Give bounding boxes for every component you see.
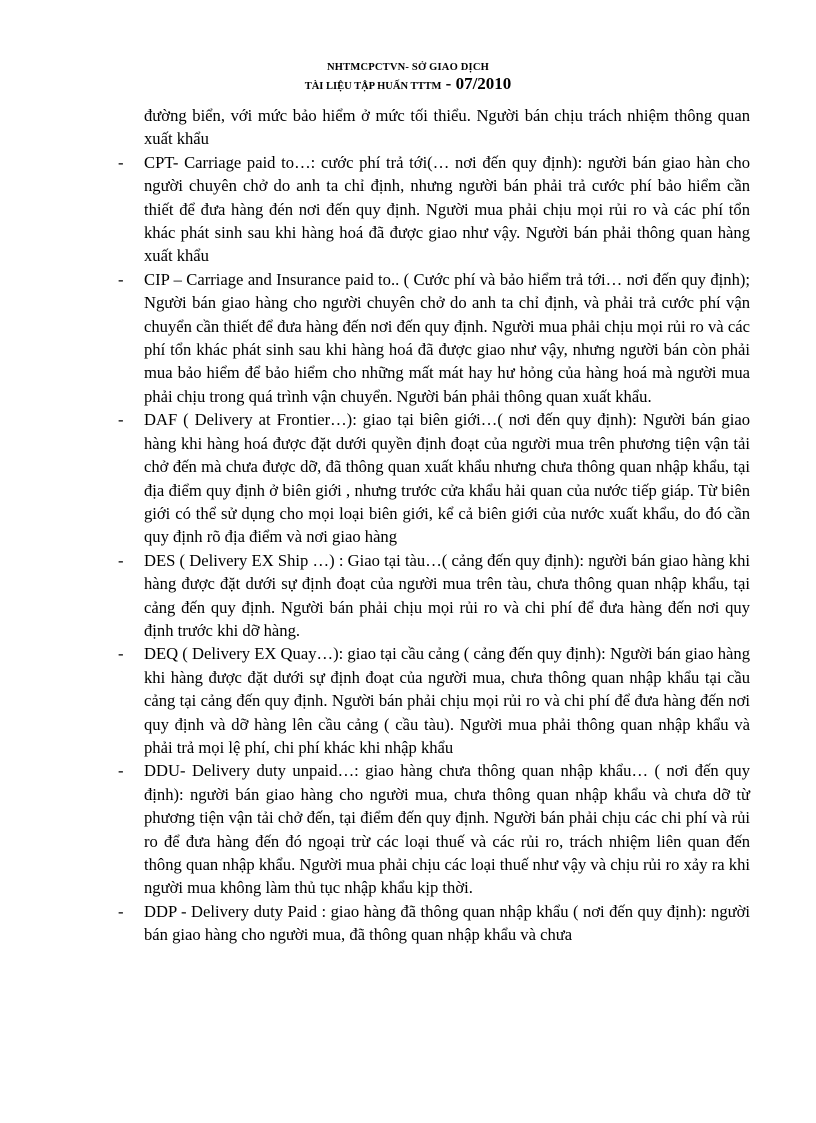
list-item-text: CPT- Carriage paid to…: cước phí trả tới(… nơi đến quy định): người bán giao hàn cho người chuyên chở do anh ta chỉ định, nhưng người bán phải trả cước phí bảo hiểm cần thiết để đưa hàng đén nơi đến quy định. Người mua phải chịu mọi rủi ro và các phí tổn khác phát sinh sau khi hàng hoá đã được giao như vậy. Người bán phải thông quan hàng xuất khẩu: [144, 152, 750, 266]
list-item-text: DES ( Delivery EX Ship …) : Giao tại tàu…( cảng đến quy định): người bán giao hàng khi hàng được đặt dưới sự định đoạt của người mua trên tàu, chưa thông quan nhập khẩu, tại cảng đến quy định. Người bán phải chịu mọi rủi ro và chi phí để đưa hàng đến nơi quy định trước khi dỡ hàng.: [144, 550, 750, 640]
header-document-title: TÀI LIỆU TẬP HUẤN TTTM: [304, 81, 442, 92]
header-organization: NHTMCPCTVN- SỞ GIAO DỊCH: [326, 62, 489, 73]
bullet-dash: -: [118, 644, 124, 664]
list-item: [118, 642, 750, 759]
list-item: [118, 268, 750, 408]
header-subtitle: [0, 74, 816, 97]
incoterms-list: [118, 151, 778, 947]
list-item-text: CIP – Carriage and Insurance paid to.. ( Cước phí và bảo hiểm trả tới… nơi đến quy định); Người bán giao hàng cho người chuyên chở do anh ta chỉ định, và phải trả cước phí vận chuyển cần thiết để đưa hàng đến nơi đến quy định. Người mua phải chịu mọi rủi ro và các phí tổn khác phát sinh sau khi hàng hoá đã được giao như vậy, nhưng người bán còn phải mua bảo hiểm để bảo hiểm cho những mất mát hay hư hỏng của hàng hoá mà người mua phải chịu trong quá trình vận chuyển. Người bán phải thông quan xuất khẩu.: [144, 269, 750, 406]
document-body: [118, 104, 778, 947]
list-item: [118, 900, 750, 947]
continuation-paragraph: đường biển, với mức bảo hiểm ở mức tối thiểu. Người bán chịu trách nhiệm thông quan xuất khẩu: [144, 106, 750, 149]
header-date: - 07/2010: [441, 74, 512, 93]
list-item-text: DEQ ( Delivery EX Quay…): giao tại cầu cảng ( cảng đến quy định): Người bán giao hàng khi hàng được đặt dưới sự định đoạt của người mua, chưa thông quan nhập khẩu tại cầu cảng tại cảng đến quy định. Người bán phải chịu mọi rủi ro và chi phí để đưa hàng đến nơi quy định và dỡ hàng lên cầu cảng ( cầu tàu). Người mua phải thông quan nhập khẩu và phải trả mọi lệ phí, chi phí khác khi nhập khẩu: [144, 644, 750, 757]
bullet-dash: -: [118, 761, 124, 781]
list-item: [118, 408, 750, 548]
page-header: [0, 58, 816, 101]
list-item: [118, 549, 750, 643]
bullet-dash: -: [118, 901, 124, 921]
bullet-dash: -: [118, 269, 124, 289]
list-item: [118, 759, 750, 899]
list-item-text: DAF ( Delivery at Frontier…): giao tại biên giới…( nơi đến quy định): Người bán giao hàng khi hàng hoá được đặt dưới quyền định đoạt của người mua trên phương tiện vận tải chở đến mà chưa được dỡ, đã thông quan xuất khẩu nhưng chưa thông quan nhập khẩu, tại địa điểm quy định ở biên giới , nhưng trước cửa khẩu hải quan của nước tiếp giáp. Từ biên giới có thể sử dụng cho mọi loại biên giới, kể cả biên giới của nước xuất khẩu, do đó cần quy định rõ địa điểm và nơi giao hàng: [144, 410, 750, 547]
list-item-text: DDP - Delivery duty Paid : giao hàng đã thông quan nhập khẩu ( nơi đến quy định): người bán giao hàng cho người mua, đã thông quan nhập khẩu và chưa: [144, 901, 750, 945]
bullet-dash: -: [118, 550, 124, 570]
list-item: [118, 151, 750, 268]
list-item-text: DDU- Delivery duty unpaid…: giao hàng chưa thông quan nhập khẩu… ( nơi đến quy định): người bán giao hàng cho người mua, chưa thông quan nhập khẩu và chưa dỡ từ phương tiện vận tải chở đến, tại điểm đến quy định. Người bán phải chịu các chi phí và rủi ro để đưa hàng đến đó ngoại trừ các loại thuế và các rủi ro, trách nhiệm liên quan đến thông quan nhập khẩu. Người mua phải chịu các loại thuế như vậy và chịu rủi ro xảy ra khi người mua không làm thủ tục nhập khẩu kịp thời.: [144, 761, 750, 898]
bullet-dash: -: [118, 410, 124, 430]
bullet-dash: -: [118, 152, 124, 172]
